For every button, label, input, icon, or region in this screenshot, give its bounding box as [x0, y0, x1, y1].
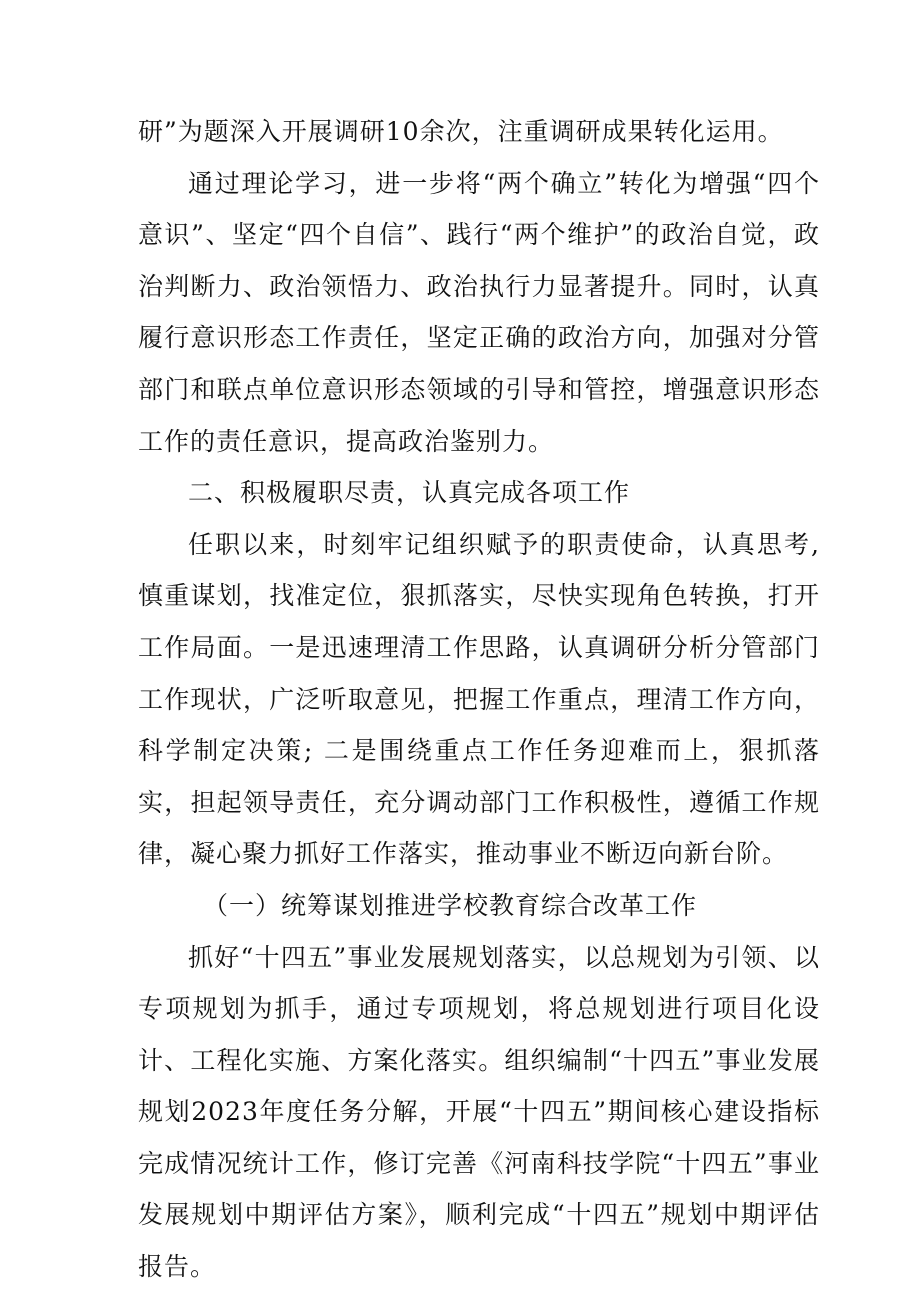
document-body — [138, 106, 820, 1293]
paragraph-theory-study: 通过理论学习，进一步将“两个确立”转化为增强“四个意识”、坚定“四个自信”、践行“两个维护”的政治自觉，政治判断力、政治领悟力、政治执行力显著提升。同时，认真履行意识形态工作责任，坚定正确的政治方向，加强对分管部门和联点单位意识形态领域的引导和管控，增强意识形态工作的责任意识，提高政治鉴别力。 — [138, 168, 820, 456]
section-heading-2: 二、积极履职尽责，认真完成各项工作 — [188, 478, 631, 508]
subsection-heading-1: （一）统筹谋划推进学校教育综合改革工作 — [203, 890, 698, 920]
paragraph-duties: 任职以来，时刻牢记组织赋予的职责使命，认真思考,慎重谋划，找准定位，狠抓落实，尽快实现角色转换，打开工作局面。一是迅速理清工作思路，认真调研分析分管部门工作现状，广泛听取意见，把握工作重点，理清工作方向，科学制定决策; 二是围绕重点工作任务迎难而上，狠抓落实，担起领导责任，充分调动部门工作积极性，遵循工作规律，凝心聚力抓好工作落实，推动事业不断迈向新台阶。 — [138, 529, 820, 869]
paragraph-planning: 抓好“十四五”事业发展规划落实，以总规划为引领、以专项规划为抓手，通过专项规划，将总规划进行项目化设计、工程化实施、方案化落实。组织编制“十四五”事业发展规划2023年度任务分解，开展“十四五”期间核心建设指标完成情况统计工作，修订完善《河南科技学院“十四五”事业发展规划中期评估方案》，顺利完成“十四五”规划中期评估报告。 — [138, 942, 820, 1282]
paragraph-continuation: 研”为题深入开展调研10余次，注重调研成果转化运用。 — [138, 117, 784, 146]
